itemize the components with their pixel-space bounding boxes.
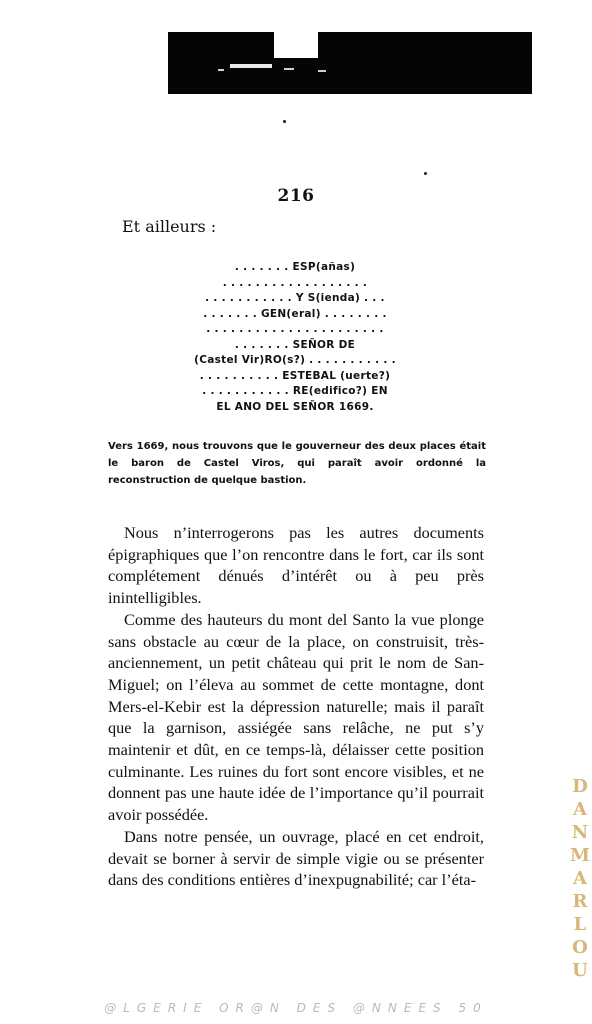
intro-text: Et ailleurs : [122, 217, 217, 236]
inscription-caption: Vers 1669, nous trouvons que le gouverneur des deux places était le baron de Castel Viros, qui paraît avoir ordonné la reconstruction de quelque bastion. [108, 441, 486, 486]
band-speck [218, 69, 224, 71]
inscription-line: . . . . . . . . . . . RE(edifico?) EN [202, 385, 388, 397]
scan-speck [424, 172, 427, 175]
watermark-vertical: DANMARLOU [570, 776, 590, 981]
inscription-line: . . . . . . . ESP(añas) [234, 261, 356, 273]
inscription-line: . . . . . . . . . . ESTEBAL (uerte?) [199, 369, 391, 382]
body-text [108, 522, 484, 891]
inscription-block [180, 260, 410, 415]
band-streak [230, 64, 272, 68]
inscription-line: (Castel Vir)RO(s?) . . . . . . . . . . . [194, 354, 396, 366]
inscription-line: EL ANO DEL SEÑOR 1669. [216, 400, 374, 413]
paragraph: Dans notre pensée, un ouvrage, placé en cet endroit, devait se borner à servir de simple vigie ou se présenter dans des conditions entières d’inexpugnabilité; car l’éta- [108, 826, 484, 890]
inscription-line: . . . . . . . . . . . . . . . . . . [222, 276, 368, 289]
scan-redaction-band [168, 32, 532, 94]
scan-speck [283, 120, 286, 123]
band-notch [274, 32, 318, 58]
paragraph: Comme des hauteurs du mont del Santo la vue plonge sans obstacle au cœur de la place, on construisit, très-anciennement, un petit château qui prit le nom de San-Miguel; on l’éleva au sommet de cette montagne, dont Mers-el-Kebir est la dépression naturelle; mais il paraît que la garnison, assiégée sans relâche, ne put s’y maintenir et dût, en ce temps-là, délaisser cette position culminante. Les ruines du fort sont encore visibles, et ne donnent pas une haute idée de l’importance qu’il pourrait avoir possédée. [108, 609, 484, 825]
footer-watermark: @LGERIE OR@N DES @NNEES 50 [104, 1001, 488, 1015]
page-number: 216 [277, 186, 315, 206]
inscription-line: . . . . . . . SEÑOR DE [234, 338, 356, 351]
inscription-line: . . . . . . . GEN(eral) . . . . . . . . [203, 307, 387, 320]
band-speck [284, 68, 294, 70]
inscription-line: . . . . . . . . . . . . . . . . . . . . . . [206, 323, 384, 335]
inscription-line: . . . . . . . . . . . Y S(ienda) . . . [205, 292, 385, 304]
paragraph: Nous n’interrogerons pas les autres documents épigraphiques que l’on rencontre dans le fort, car ils sont complétement dénués d’intérêt ou à peu près inintelligibles. [108, 523, 484, 608]
band-speck [318, 70, 326, 72]
